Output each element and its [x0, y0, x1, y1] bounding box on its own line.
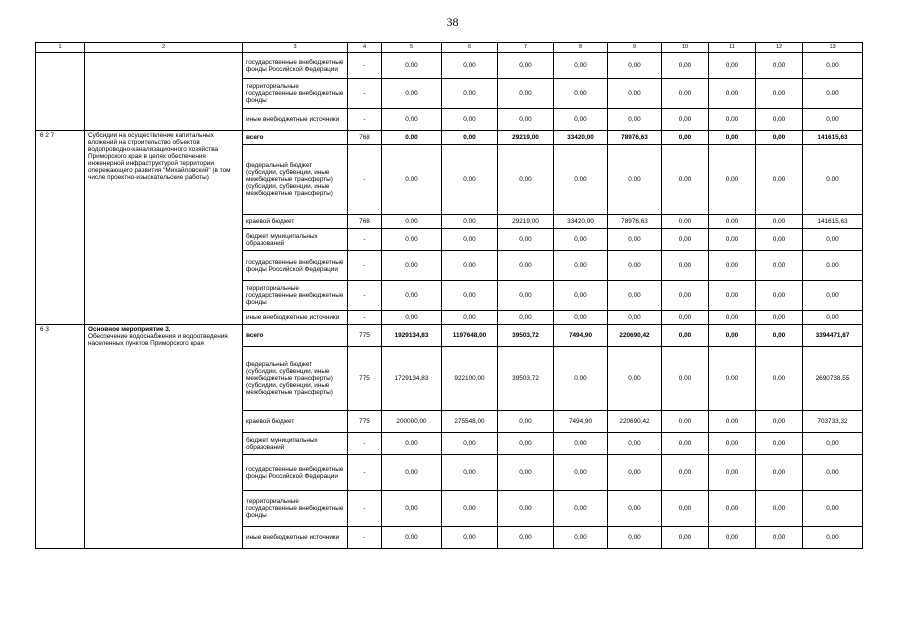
amount-cell: 0,00 [382, 455, 442, 491]
amount-cell: 0,00 [498, 311, 554, 325]
amount-cell: 0,00 [709, 109, 756, 131]
budget-code: - [348, 79, 382, 109]
amount-cell: 0,00 [554, 433, 608, 455]
column-header: 5 [382, 43, 442, 53]
amount-cell: 0,00 [498, 527, 554, 549]
amount-cell: 3394471,87 [803, 325, 863, 347]
funding-source: иные внебюджетные источники [243, 109, 348, 131]
amount-cell: 1729134,83 [382, 347, 442, 411]
amount-cell: 0,00 [756, 411, 803, 433]
budget-code: - [348, 53, 382, 79]
amount-cell: 0,00 [756, 325, 803, 347]
amount-cell: 0,00 [803, 109, 863, 131]
amount-cell: 0,00 [709, 527, 756, 549]
amount-cell: 0,00 [498, 281, 554, 311]
funding-source: краевой бюджет [243, 215, 348, 229]
amount-cell: 0.00 [756, 347, 803, 411]
amount-cell: 0,00 [442, 131, 498, 145]
amount-cell: 0.00 [709, 411, 756, 433]
amount-cell: 0,00 [662, 527, 709, 549]
amount-cell: 0,00 [803, 311, 863, 325]
amount-cell: 0,00 [756, 491, 803, 527]
amount-cell: 33420,00 [554, 215, 608, 229]
amount-cell: 220690,42 [608, 325, 662, 347]
budget-code: - [348, 527, 382, 549]
amount-cell: 0.00 [709, 145, 756, 215]
amount-cell: 0,00 [662, 325, 709, 347]
activity-name [85, 325, 243, 549]
funding-source: всего [243, 131, 348, 145]
funding-source: иные внебюджетные источники [243, 311, 348, 325]
amount-cell: 0,00 [662, 491, 709, 527]
amount-cell: 0,00 [662, 455, 709, 491]
funding-source: краевой бюджет [243, 411, 348, 433]
amount-cell: 0,00 [554, 53, 608, 79]
amount-cell: 0.00 [709, 251, 756, 281]
amount-cell: 1929134,83 [382, 325, 442, 347]
amount-cell: 0,00 [662, 433, 709, 455]
budget-code: - [348, 455, 382, 491]
amount-cell: 0,00 [442, 281, 498, 311]
amount-cell: 0,00 [709, 229, 756, 251]
amount-cell: 0.00 [554, 145, 608, 215]
amount-cell: 0.00 [608, 79, 662, 109]
amount-cell: 0,00 [709, 325, 756, 347]
amount-cell: 0,00 [608, 311, 662, 325]
funding-source: бюджет муниципальных образований [243, 433, 348, 455]
column-header: 3 [243, 43, 348, 53]
amount-cell: 0,00 [608, 433, 662, 455]
amount-cell: 0.00 [803, 251, 863, 281]
amount-cell: 0,00 [554, 229, 608, 251]
amount-cell: 33420,00 [554, 131, 608, 145]
budget-code: 768 [348, 215, 382, 229]
amount-cell: 0,00 [803, 491, 863, 527]
funding-source: иные внебюджетные источники [243, 527, 348, 549]
amount-cell: 0,00 [756, 311, 803, 325]
amount-cell: 0,00 [554, 527, 608, 549]
amount-cell: 0.00 [498, 145, 554, 215]
amount-cell: 0,00 [442, 53, 498, 79]
amount-cell: 39503,72 [498, 325, 554, 347]
activity-description: Субсидии на осуществление капитальных вложений на строительство объектов водопроводно-канализационного хозяйства Приморского края в целях обеспечения инженерной инфраструктурой территории опережающего развития "Михайловский" (в том числе проектно-изыскательские работы) [88, 132, 231, 181]
amount-cell: 1197648,00 [442, 325, 498, 347]
column-header: 10 [662, 43, 709, 53]
column-header: 13 [803, 43, 863, 53]
row-code: 6 2 7 [36, 131, 85, 325]
amount-cell: 0.00 [662, 145, 709, 215]
amount-cell: 0.00 [442, 251, 498, 281]
amount-cell: 0,00 [554, 311, 608, 325]
amount-cell: 0,00 [803, 53, 863, 79]
amount-cell: 0,00 [709, 311, 756, 325]
amount-cell: 78976,63 [608, 215, 662, 229]
amount-cell: 0,00 [662, 281, 709, 311]
amount-cell: 0.00 [382, 251, 442, 281]
column-header: 7 [498, 43, 554, 53]
amount-cell: 0.00 [662, 215, 709, 229]
amount-cell: 0,00 [662, 131, 709, 145]
amount-cell: 141615,63 [803, 131, 863, 145]
amount-cell: 0,00 [756, 527, 803, 549]
budget-code: - [348, 491, 382, 527]
amount-cell: 0,00 [442, 433, 498, 455]
amount-cell: 0,00 [442, 311, 498, 325]
funding-source: государственные внебюджетные фонды Российской Федерации [243, 455, 348, 491]
amount-cell: 0,00 [498, 109, 554, 131]
amount-cell: 0.00 [554, 347, 608, 411]
amount-cell: 0,00 [709, 281, 756, 311]
amount-cell: 0,00 [442, 455, 498, 491]
budget-code: 775 [348, 411, 382, 433]
amount-cell: 29219,00 [498, 131, 554, 145]
amount-cell: 0,00 [803, 433, 863, 455]
funding-source: государственные внебюджетные фонды Российской Федерации [243, 251, 348, 281]
amount-cell: 0,00 [554, 109, 608, 131]
row-code [36, 53, 85, 131]
amount-cell: 0.00 [662, 79, 709, 109]
amount-cell: 0.00 [662, 251, 709, 281]
amount-cell: 0.00 [662, 411, 709, 433]
amount-cell: 0.00 [709, 79, 756, 109]
amount-cell: 0.00 [803, 79, 863, 109]
amount-cell: 275548,00 [442, 411, 498, 433]
amount-cell: 0.00 [442, 145, 498, 215]
amount-cell: 0,00 [709, 455, 756, 491]
amount-cell: 0.00 [662, 347, 709, 411]
amount-cell: 0,00 [608, 229, 662, 251]
amount-cell: 0,00 [709, 433, 756, 455]
amount-cell: 703733,32 [803, 411, 863, 433]
funding-source: территориальные государственные внебюджетные фонды [243, 491, 348, 527]
budget-code: - [348, 145, 382, 215]
column-header: 1 [36, 43, 85, 53]
amount-cell: 0,00 [756, 433, 803, 455]
funding-source: государственные внебюджетные фонды Российской Федерации [243, 53, 348, 79]
table-row [36, 131, 863, 145]
amount-cell: 0,00 [803, 281, 863, 311]
amount-cell: 0,00 [803, 229, 863, 251]
funding-source: федеральный бюджет (субсидии, субвенции, иные межбюджетные трансферты) (субсидии, субвенции, иные межбюджетные трансферты) [243, 145, 348, 215]
amount-cell: 0,00 [608, 109, 662, 131]
amount-cell: 0,00 [756, 53, 803, 79]
amount-cell: 0,00 [803, 527, 863, 549]
amount-cell: 0,00 [608, 455, 662, 491]
amount-cell: 2690738,55 [803, 347, 863, 411]
amount-cell: 0,00 [382, 311, 442, 325]
amount-cell: 0.00 [608, 347, 662, 411]
amount-cell: 0.00 [382, 131, 442, 145]
amount-cell: 0,00 [803, 455, 863, 491]
column-header: 11 [709, 43, 756, 53]
amount-cell: 0.00 [382, 433, 442, 455]
amount-cell: 7494,90 [554, 411, 608, 433]
budget-code: - [348, 109, 382, 131]
financing-table [35, 42, 863, 549]
amount-cell: 0,00 [498, 411, 554, 433]
budget-code: 775 [348, 347, 382, 411]
amount-cell: 0.00 [442, 79, 498, 109]
amount-cell: 29219,00 [498, 215, 554, 229]
amount-cell: 141615,63 [803, 215, 863, 229]
amount-cell: 0,00 [554, 281, 608, 311]
row-code: 6 3 [36, 325, 85, 549]
amount-cell: 0,00 [756, 109, 803, 131]
amount-cell: 0,00 [709, 53, 756, 79]
amount-cell: 0,00 [756, 455, 803, 491]
activity-name [85, 53, 243, 131]
column-header: 8 [554, 43, 608, 53]
column-header: 9 [608, 43, 662, 53]
amount-cell: 0,00 [498, 491, 554, 527]
amount-cell: 0.00 [608, 145, 662, 215]
budget-code: - [348, 229, 382, 251]
amount-cell: 0.00 [608, 251, 662, 281]
amount-cell: 0,00 [498, 455, 554, 491]
amount-cell: 0.00 [756, 145, 803, 215]
amount-cell: 0,00 [756, 229, 803, 251]
amount-cell: 0,00 [442, 229, 498, 251]
activity-title: Основное мероприятие 3. [88, 326, 171, 333]
activity-description: Обеспечение водоснабжения и водоотведения населенных пунктов Приморского края [88, 333, 228, 347]
amount-cell: 0.00 [498, 251, 554, 281]
amount-cell: 39503,72 [498, 347, 554, 411]
header-row [36, 43, 863, 53]
amount-cell: 0,00 [608, 527, 662, 549]
amount-cell: 0,00 [442, 527, 498, 549]
budget-code: - [348, 311, 382, 325]
amount-cell: 0,00 [498, 433, 554, 455]
amount-cell: 0,00 [442, 491, 498, 527]
amount-cell: 0.00 [382, 215, 442, 229]
column-header: 2 [85, 43, 243, 53]
amount-cell: 0,00 [554, 455, 608, 491]
amount-cell: 0.00 [756, 79, 803, 109]
table-row [36, 53, 863, 79]
amount-cell: 0,00 [498, 229, 554, 251]
amount-cell: 922100,00 [442, 347, 498, 411]
table-row [36, 325, 863, 347]
amount-cell: 0,00 [498, 53, 554, 79]
amount-cell: 0.00 [442, 215, 498, 229]
amount-cell: 0.00 [382, 229, 442, 251]
amount-cell: 0,00 [709, 131, 756, 145]
amount-cell: 0.00 [554, 79, 608, 109]
funding-source: территориальные государственные внебюджетные фонды [243, 79, 348, 109]
amount-cell: 0,00 [608, 491, 662, 527]
page-number: 38 [446, 15, 459, 29]
amount-cell: 0,00 [382, 491, 442, 527]
funding-source: территориальные государственные внебюджетные фонды [243, 281, 348, 311]
amount-cell: 0,00 [442, 109, 498, 131]
activity-name [85, 131, 243, 325]
amount-cell: 0,00 [709, 491, 756, 527]
budget-code: - [348, 433, 382, 455]
amount-cell: 0,00 [662, 311, 709, 325]
amount-cell: 0.00 [709, 215, 756, 229]
amount-cell: 0.00 [498, 79, 554, 109]
amount-cell: 0,00 [662, 229, 709, 251]
amount-cell: 220690,42 [608, 411, 662, 433]
amount-cell: 7494,90 [554, 325, 608, 347]
column-header: 12 [756, 43, 803, 53]
amount-cell: 0,00 [608, 281, 662, 311]
amount-cell: 0.00 [554, 251, 608, 281]
amount-cell: 0,00 [662, 53, 709, 79]
amount-cell: 0.00 [382, 79, 442, 109]
budget-code: 768 [348, 131, 382, 145]
column-header: 6 [442, 43, 498, 53]
amount-cell: 0,00 [756, 281, 803, 311]
amount-cell: 0,00 [382, 109, 442, 131]
amount-cell: 0,00 [608, 53, 662, 79]
amount-cell: 0,00 [756, 131, 803, 145]
amount-cell: 0.00 [756, 215, 803, 229]
budget-code: - [348, 281, 382, 311]
funding-source: всего [243, 325, 348, 347]
amount-cell: 0,00 [382, 53, 442, 79]
amount-cell: 0,00 [382, 527, 442, 549]
amount-cell: 0.00 [709, 347, 756, 411]
funding-source: федеральный бюджет (субсидии, субвенции, иные межбюджетные трансферты) (субсидии, субвенции, иные межбюджетные трансферты) [243, 347, 348, 411]
amount-cell: 78976,63 [608, 131, 662, 145]
amount-cell: 0,00 [662, 109, 709, 131]
column-header: 4 [348, 43, 382, 53]
amount-cell: 0,00 [382, 281, 442, 311]
table-body [36, 43, 863, 549]
amount-cell: 0.00 [756, 251, 803, 281]
budget-code: 775 [348, 325, 382, 347]
amount-cell: 0.00 [382, 145, 442, 215]
funding-source: бюджет муниципальных образований [243, 229, 348, 251]
budget-code: - [348, 251, 382, 281]
amount-cell: 0,00 [554, 491, 608, 527]
amount-cell: 0.00 [803, 145, 863, 215]
amount-cell: 200000,00 [382, 411, 442, 433]
